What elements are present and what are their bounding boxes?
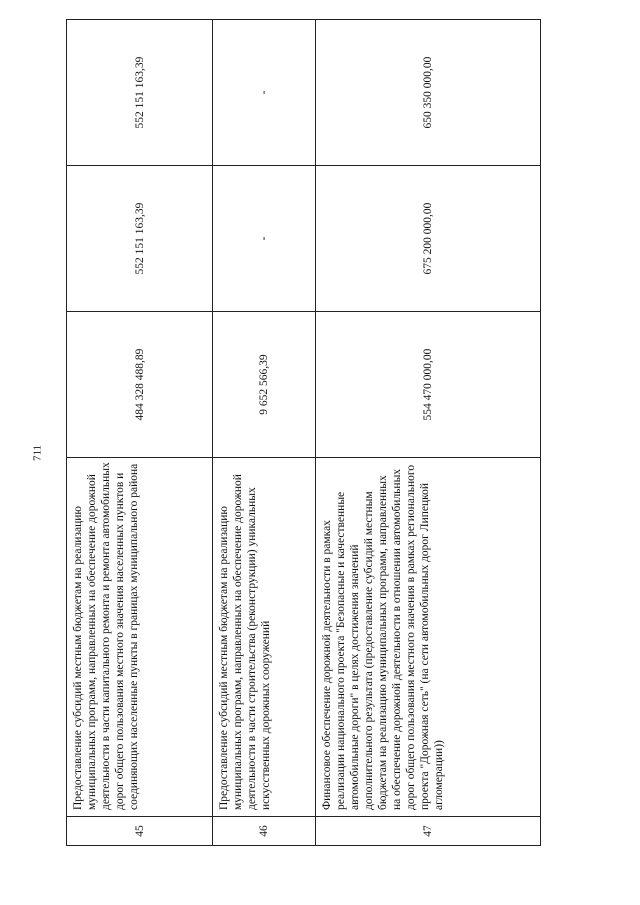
value-year-1: 554 470 000,00 (316, 312, 541, 458)
value-year-2: 675 200 000,00 (316, 166, 541, 312)
value-year-2: 552 151 163,39 (67, 166, 213, 312)
value-year-2: - (213, 166, 316, 312)
budget-table-container (66, 36, 540, 846)
value-year-3: - (213, 20, 316, 166)
page-number: 711 (31, 444, 44, 462)
value-year-3: 552 151 163,39 (67, 20, 213, 166)
table-row (316, 20, 541, 846)
value-year-1: 484 328 488,89 (67, 312, 213, 458)
table-row (213, 20, 316, 846)
row-description: Предоставление субсидий местным бюджетам на реализацию муниципальных программ, направленных на обеспечение дорожной деятельности в части строительства (реконструкции) уникальных искусственных дорожных сооружений (213, 458, 316, 817)
row-number: 45 (67, 817, 213, 846)
row-description: Финансовое обеспечение дорожной деятельности в рамках реализации национального проекта "Безопасные и качественные автомобильные дороги" в целях достижения значений дополнительного результата (предоставление субсидий местным бюджетам на реализацию муниципальных программ, направленных на обеспечение дорожной деятельности в отношении автомобильных дорог общего пользования местного значения в рамках регионального проекта "Дорожная сеть" (на сети автомобильных дорог Липецкой агломерации)) (316, 458, 541, 817)
value-year-3: 650 350 000,00 (316, 20, 541, 166)
value-year-1: 9 652 566,39 (213, 312, 316, 458)
row-description: Предоставление субсидий местным бюджетам на реализацию муниципальных программ, направленных на обеспечение дорожной деятельности в части капитального ремонта и ремонта автомобильных дорог общего пользования местного значения населенных пунктов и соединяющих населенные пункты в границах муниципального района (67, 458, 213, 817)
budget-table (66, 19, 541, 846)
row-number: 47 (316, 817, 541, 846)
row-number: 46 (213, 817, 316, 846)
table-row (67, 20, 213, 846)
